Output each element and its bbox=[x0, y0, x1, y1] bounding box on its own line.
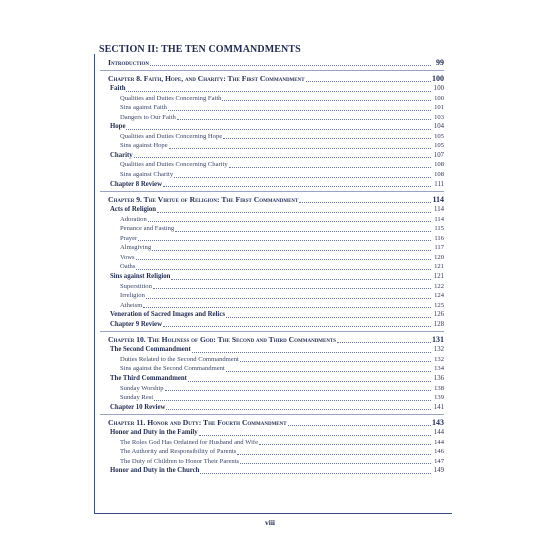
toc-entry-label: Chapter 8. Faith, Hope, and Charity: The First Commandment bbox=[108, 73, 305, 83]
toc-entry-label: Honor and Duty in the Church bbox=[110, 467, 200, 475]
toc-entry-label: The Second Commandment bbox=[110, 346, 191, 354]
toc-entry-label: Duties Related to the Second Commandment bbox=[120, 355, 239, 363]
toc-entry-page: 104 bbox=[433, 123, 444, 131]
toc-subentry[interactable] bbox=[108, 291, 444, 301]
toc-subentry[interactable] bbox=[108, 132, 444, 142]
toc-entry-label: Chapter 10. The Holiness of God: The Second and Third Commandments bbox=[108, 334, 337, 344]
toc-entry-page: 111 bbox=[434, 180, 444, 188]
toc-entry-page: 124 bbox=[434, 292, 444, 300]
toc-entry-label: Faith bbox=[110, 85, 126, 93]
toc-entry-label: The Authority and Responsibility of Parents bbox=[120, 448, 237, 456]
toc-entry-page: 114 bbox=[434, 215, 444, 223]
toc-entry-page: 132 bbox=[433, 346, 444, 354]
leader-dots bbox=[222, 99, 431, 101]
toc-entry-page: 100 bbox=[434, 94, 444, 102]
toc-entry-label: Oaths bbox=[120, 263, 136, 271]
table-of-contents bbox=[108, 58, 444, 476]
toc-subentry[interactable] bbox=[108, 364, 444, 374]
toc-subheading[interactable] bbox=[108, 180, 444, 190]
toc-entry-label: Honor and Duty in the Family bbox=[110, 429, 198, 437]
toc-entry-label: Prayer bbox=[120, 234, 138, 242]
leader-dots bbox=[174, 176, 431, 178]
toc-entry-page: 132 bbox=[434, 355, 444, 363]
leader-dots bbox=[152, 249, 431, 251]
toc-subentry[interactable] bbox=[108, 141, 444, 151]
chapter-separator bbox=[100, 331, 444, 332]
toc-entry-label: Chapter 8 Review bbox=[110, 180, 162, 188]
toc-subentry[interactable] bbox=[108, 393, 444, 403]
toc-entry-page: 134 bbox=[434, 365, 444, 373]
toc-entry-label: The Duty of Children to Honor Their Parents bbox=[120, 457, 240, 465]
leader-dots bbox=[143, 306, 431, 308]
toc-entry-label: Introduction bbox=[108, 58, 150, 67]
toc-entry-page: 99 bbox=[436, 58, 444, 67]
toc-entry-label: Superstition bbox=[120, 282, 152, 290]
bottom-rule bbox=[94, 513, 452, 514]
toc-entry-page: 115 bbox=[434, 225, 444, 233]
toc-subentry[interactable] bbox=[108, 224, 444, 234]
toc-entry-label: Sins against Charity bbox=[120, 171, 174, 178]
toc-entry-page: 147 bbox=[434, 457, 444, 465]
leader-dots bbox=[288, 424, 431, 426]
leader-dots bbox=[306, 80, 431, 82]
leader-dots bbox=[226, 316, 431, 318]
toc-entry-page: 136 bbox=[433, 375, 444, 382]
toc-subentry[interactable] bbox=[108, 262, 444, 272]
toc-entry-page: 131 bbox=[432, 334, 444, 344]
toc-entry-page: 116 bbox=[434, 234, 444, 242]
leader-dots bbox=[175, 230, 431, 232]
toc-entry-label: Sins against the Second Commandment bbox=[120, 365, 225, 373]
leader-dots bbox=[134, 156, 431, 158]
toc-entry-page: 126 bbox=[433, 311, 444, 319]
toc-entry-page: 107 bbox=[433, 151, 444, 159]
toc-entry-label: The Third Commandment bbox=[110, 375, 187, 382]
toc-entry-page: 143 bbox=[432, 417, 444, 427]
toc-entry-label: Adoration bbox=[120, 215, 147, 223]
toc-entry-label: Sins against Faith bbox=[120, 104, 167, 112]
leader-dots bbox=[259, 443, 431, 445]
leader-dots bbox=[169, 147, 431, 149]
toc-subentry[interactable] bbox=[108, 113, 444, 123]
chapter-separator bbox=[100, 191, 444, 192]
toc-entry-page: 105 bbox=[434, 142, 444, 150]
toc-entry-label: Hope bbox=[110, 123, 126, 131]
leader-dots bbox=[223, 137, 431, 139]
toc-subentry[interactable] bbox=[108, 384, 444, 394]
toc-chapter-heading[interactable] bbox=[108, 335, 444, 346]
leader-dots bbox=[229, 166, 431, 168]
toc-introduction[interactable] bbox=[108, 58, 444, 68]
toc-entry-label: Charity bbox=[110, 151, 133, 159]
toc-entry-page: 149 bbox=[433, 467, 444, 475]
toc-entry-page: 100 bbox=[432, 73, 444, 83]
leader-dots bbox=[148, 220, 431, 222]
leader-dots bbox=[163, 185, 431, 187]
toc-subheading[interactable] bbox=[108, 151, 444, 161]
chapter-separator bbox=[100, 70, 444, 71]
toc-entry-label: Chapter 11. Honor and Duty: The Fourth Commandment bbox=[108, 417, 287, 427]
toc-entry-label: Dangers to Our Faith bbox=[120, 113, 176, 121]
chapter-separator bbox=[100, 414, 444, 415]
toc-subentry[interactable] bbox=[108, 355, 444, 365]
leader-dots bbox=[299, 201, 431, 203]
toc-subheading[interactable] bbox=[108, 345, 444, 355]
leader-dots bbox=[126, 128, 431, 130]
toc-entry-label: The Roles God Has Ordained for Husband and Wife bbox=[120, 438, 259, 446]
leader-dots bbox=[240, 360, 431, 362]
toc-entry-label: Veneration of Sacred Images and Relics bbox=[110, 311, 225, 319]
toc-subentry[interactable] bbox=[108, 438, 444, 448]
leader-dots bbox=[226, 370, 431, 372]
leader-dots bbox=[153, 287, 431, 289]
leader-dots bbox=[126, 90, 431, 92]
toc-entry-label: Sunday Rest bbox=[120, 394, 154, 402]
toc-subentry[interactable] bbox=[108, 447, 444, 457]
leader-dots bbox=[240, 462, 431, 464]
toc-subentry[interactable] bbox=[108, 253, 444, 263]
toc-entry-page: 144 bbox=[434, 438, 444, 446]
toc-entry-label: Irreligion bbox=[120, 292, 145, 300]
toc-subheading[interactable] bbox=[108, 466, 444, 476]
toc-entry-page: 128 bbox=[433, 320, 444, 328]
toc-entry-page: 108 bbox=[434, 161, 444, 169]
toc-chapter-heading[interactable] bbox=[108, 74, 444, 85]
toc-subentry[interactable] bbox=[108, 94, 444, 104]
toc-entry-label: Almsgiving bbox=[120, 244, 152, 252]
leader-dots bbox=[166, 408, 431, 410]
toc-chapter-heading[interactable] bbox=[108, 195, 444, 206]
leader-dots bbox=[154, 399, 431, 401]
toc-subentry[interactable] bbox=[108, 215, 444, 225]
toc-subheading[interactable] bbox=[108, 122, 444, 132]
toc-subheading[interactable] bbox=[108, 84, 444, 94]
toc-entry-page: 103 bbox=[434, 113, 444, 121]
toc-chapter-heading[interactable] bbox=[108, 418, 444, 429]
toc-subheading[interactable] bbox=[108, 428, 444, 438]
section-title: SECTION II: THE TEN COMMANDMENTS bbox=[99, 44, 301, 55]
toc-entry-page: 121 bbox=[433, 273, 444, 280]
leader-dots bbox=[199, 434, 431, 436]
toc-subheading[interactable] bbox=[108, 320, 444, 330]
leader-dots bbox=[168, 109, 431, 111]
toc-entry-label: Sins against Hope bbox=[120, 142, 168, 150]
toc-entry-page: 141 bbox=[433, 403, 444, 411]
toc-entry-label: Qualities and Duties Concerning Hope bbox=[120, 132, 223, 140]
leader-dots bbox=[177, 118, 431, 120]
toc-entry-page: 114 bbox=[434, 206, 444, 214]
toc-entry-label: Chapter 9 Review bbox=[110, 320, 162, 328]
toc-entry-page: 105 bbox=[434, 132, 444, 140]
toc-entry-page: 122 bbox=[434, 282, 444, 290]
toc-entry-label: Chapter 10 Review bbox=[110, 403, 166, 411]
toc-entry-label: Vows bbox=[120, 253, 135, 261]
toc-subentry[interactable] bbox=[108, 457, 444, 467]
toc-entry-label: Sins against Religion bbox=[110, 273, 171, 280]
toc-subentry[interactable] bbox=[108, 243, 444, 253]
toc-entry-label: Penance and Fasting bbox=[120, 225, 175, 233]
toc-entry-label: Acts of Religion bbox=[110, 206, 157, 214]
toc-subentry[interactable] bbox=[108, 170, 444, 180]
toc-subheading[interactable] bbox=[108, 403, 444, 413]
toc-entry-page: 138 bbox=[434, 384, 444, 392]
toc-subentry[interactable] bbox=[108, 160, 444, 170]
leader-dots bbox=[157, 211, 431, 213]
toc-entry-page: 114 bbox=[432, 194, 444, 204]
toc-entry-label: Qualities and Duties Concerning Charity bbox=[120, 161, 228, 169]
leader-dots bbox=[138, 239, 431, 241]
toc-subheading[interactable] bbox=[108, 374, 444, 384]
toc-subentry[interactable] bbox=[108, 234, 444, 244]
leader-dots bbox=[163, 325, 431, 327]
toc-subentry[interactable] bbox=[108, 301, 444, 311]
toc-subheading[interactable] bbox=[108, 205, 444, 215]
toc-subentry[interactable] bbox=[108, 282, 444, 292]
leader-dots bbox=[237, 453, 431, 455]
toc-subheading[interactable] bbox=[108, 310, 444, 320]
leader-dots bbox=[337, 341, 431, 343]
toc-entry-page: 121 bbox=[434, 263, 444, 271]
leader-dots bbox=[200, 472, 431, 474]
leader-dots bbox=[136, 268, 431, 270]
toc-entry-page: 139 bbox=[434, 394, 444, 402]
leader-dots bbox=[150, 64, 431, 66]
toc-entry-label: Atheism bbox=[120, 301, 143, 309]
toc-entry-page: 100 bbox=[433, 85, 444, 93]
toc-entry-label: Sunday Worship bbox=[120, 384, 164, 392]
toc-entry-page: 101 bbox=[434, 104, 444, 112]
leader-dots bbox=[171, 278, 431, 280]
leader-dots bbox=[165, 389, 432, 391]
toc-entry-page: 120 bbox=[434, 253, 444, 261]
leader-dots bbox=[192, 351, 431, 353]
leader-dots bbox=[136, 258, 431, 260]
toc-entry-page: 144 bbox=[433, 429, 444, 437]
page-number: viii bbox=[264, 518, 275, 527]
margin-rule bbox=[94, 54, 95, 514]
toc-entry-label: Qualities and Duties Concerning Faith bbox=[120, 94, 222, 102]
toc-entry-page: 146 bbox=[434, 448, 444, 456]
leader-dots bbox=[188, 380, 431, 382]
toc-entry-page: 117 bbox=[434, 244, 444, 252]
leader-dots bbox=[146, 297, 431, 299]
toc-entry-page: 108 bbox=[434, 171, 444, 178]
toc-subheading[interactable] bbox=[108, 272, 444, 282]
toc-subentry[interactable] bbox=[108, 103, 444, 113]
toc-entry-page: 125 bbox=[434, 301, 444, 309]
toc-entry-label: Chapter 9. The Virtue of Religion: The First Commandment bbox=[108, 194, 299, 204]
